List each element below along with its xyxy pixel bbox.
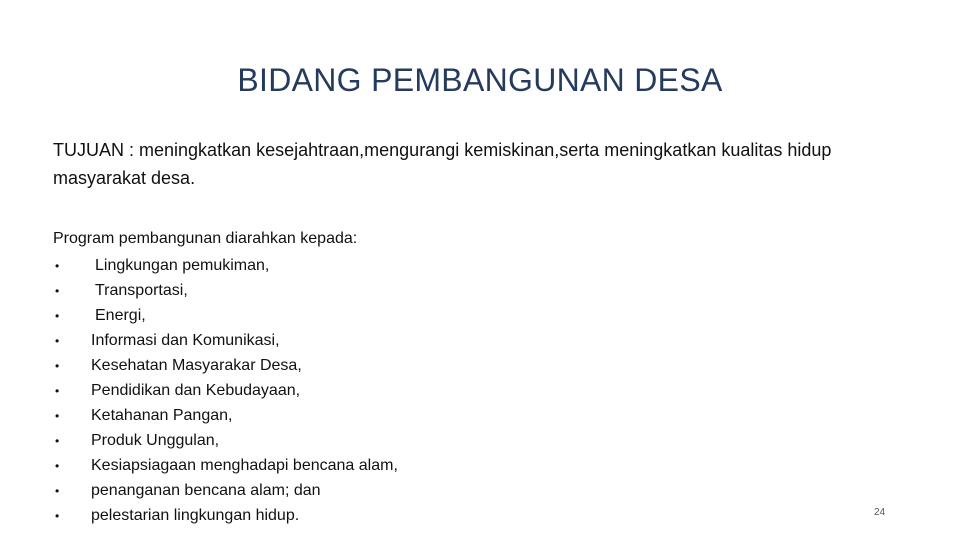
bullet-icon: • bbox=[55, 384, 60, 398]
program-item bbox=[53, 403, 398, 428]
program-item bbox=[53, 478, 398, 503]
bullet-icon: • bbox=[55, 359, 60, 373]
goal-paragraph bbox=[53, 136, 903, 192]
bullet-icon: • bbox=[55, 409, 60, 423]
program-item-text: Ketahanan Pangan, bbox=[91, 407, 233, 424]
bullet-icon: • bbox=[55, 484, 60, 498]
program-item-text: penanganan bencana alam; dan bbox=[91, 482, 321, 499]
program-item bbox=[53, 328, 398, 353]
program-item-text: Kesehatan Masyarakar Desa, bbox=[91, 357, 302, 374]
goal-text: meningkatkan kesejahtraan,mengurangi kemiskinan,serta meningkatkan kualitas hidup masyarakat desa. bbox=[53, 140, 832, 188]
program-list bbox=[53, 253, 398, 528]
goal-label: TUJUAN bbox=[53, 140, 124, 160]
program-item-text: Energi, bbox=[95, 307, 146, 324]
page-number: 24 bbox=[874, 507, 886, 518]
program-item-text: Pendidikan dan Kebudayaan, bbox=[91, 382, 301, 399]
program-item bbox=[53, 428, 398, 453]
bullet-icon: • bbox=[55, 334, 60, 348]
program-item bbox=[53, 253, 398, 278]
slide-title: BIDANG PEMBANGUNAN DESA bbox=[237, 62, 723, 98]
program-item bbox=[53, 503, 398, 528]
bullet-icon: • bbox=[55, 309, 60, 323]
bullet-icon: • bbox=[55, 434, 60, 448]
bullet-icon: • bbox=[55, 459, 60, 473]
program-item-text: Produk Unggulan, bbox=[91, 432, 220, 449]
program-item bbox=[53, 353, 398, 378]
program-item bbox=[53, 303, 398, 328]
program-item-text: Lingkungan pemukiman, bbox=[95, 257, 270, 274]
program-item bbox=[53, 278, 398, 303]
program-item-text: Informasi dan Komunikasi, bbox=[91, 332, 280, 349]
bullet-icon: • bbox=[55, 509, 60, 523]
program-item-text: pelestarian lingkungan hidup. bbox=[91, 507, 300, 524]
program-heading: Program pembangunan diarahkan kepada: bbox=[53, 230, 358, 247]
bullet-icon: • bbox=[55, 284, 60, 298]
program-item bbox=[53, 453, 398, 478]
goal-separator: : bbox=[124, 140, 140, 160]
program-item-text: Transportasi, bbox=[95, 282, 188, 299]
program-item-text: Kesiapsiagaan menghadapi bencana alam, bbox=[91, 457, 398, 474]
bullet-icon: • bbox=[55, 259, 60, 273]
program-item bbox=[53, 378, 398, 403]
